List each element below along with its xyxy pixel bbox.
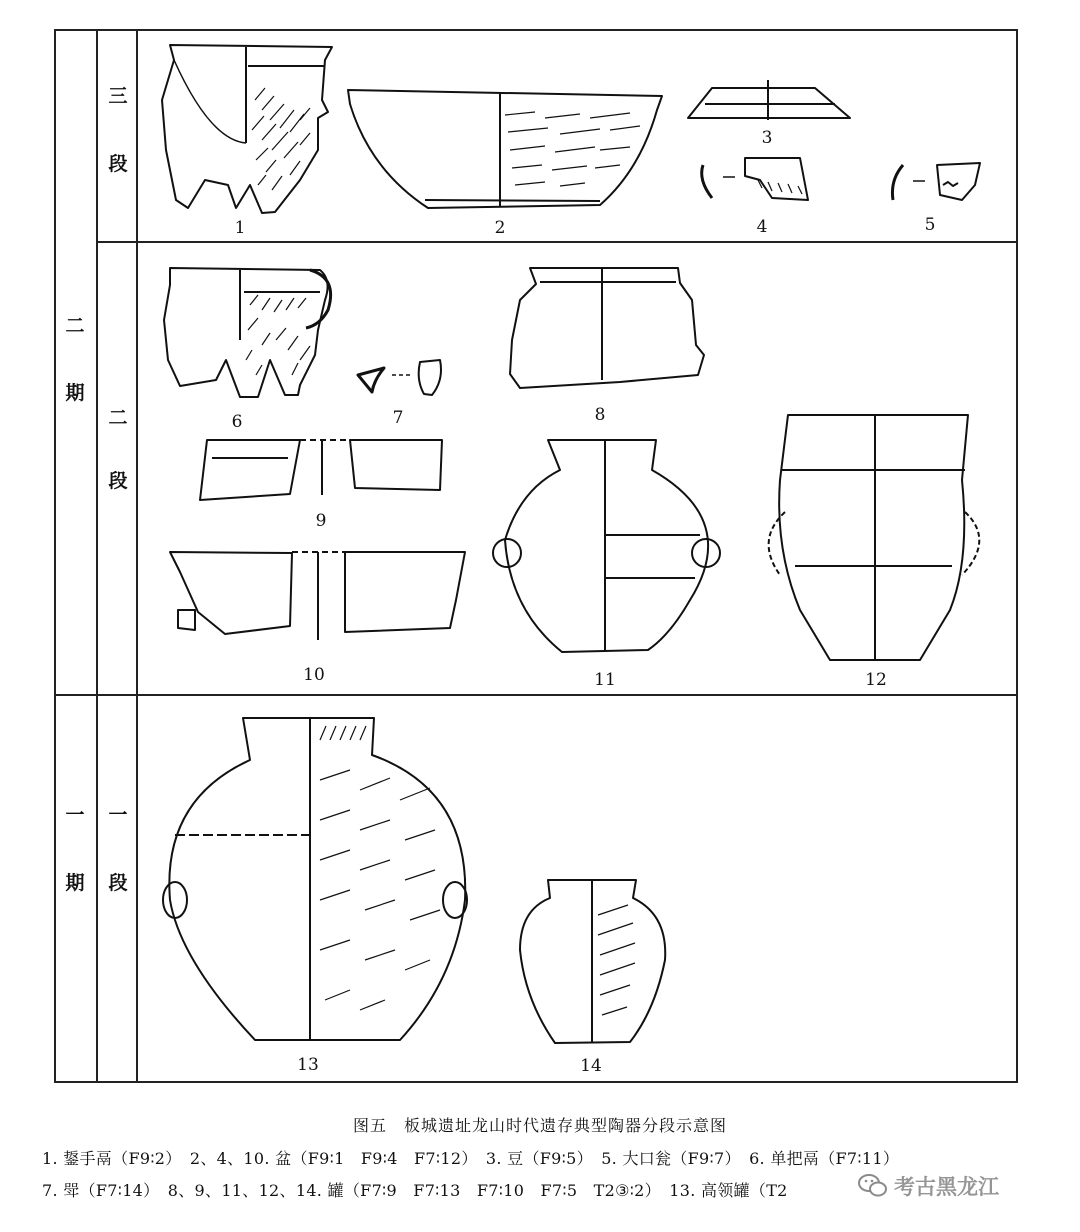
artifact-number-5: 5: [924, 215, 936, 235]
artifact-number-3: 3: [761, 128, 773, 148]
artifact-number-1: 1: [234, 218, 246, 238]
pottery-12-jar: [769, 415, 980, 660]
artifact-number-13: 13: [297, 1055, 319, 1075]
artifact-number-10: 10: [303, 665, 325, 685]
artifact-number-14: 14: [580, 1056, 602, 1076]
watermark-text: 考古黑龙江: [894, 1175, 999, 1199]
figure-caption-line-2: 7. 斝（F7∶14） 8、9、11、12、14. 罐（F7∶9 F7∶13 F7∶10 F7∶5 T2③∶2） 13. 高领罐（T2: [42, 1181, 788, 1200]
artifact-number-7: 7: [392, 408, 404, 428]
period-one-char2: 期: [65, 872, 85, 894]
artifact-number-6: 6: [231, 412, 243, 432]
pottery-9-jar-rim: [200, 440, 442, 500]
pottery-11-jar: [493, 440, 720, 652]
stage-two-char2: 段: [108, 470, 128, 492]
artifact-number-8: 8: [594, 405, 606, 425]
period-two-char2: 期: [65, 382, 85, 404]
stage-one-char1: 一: [108, 804, 128, 826]
stage-two-char1: 二: [108, 407, 128, 429]
wechat-icon: [858, 1173, 888, 1199]
pottery-10-basin: [170, 552, 465, 640]
artifact-number-9: 9: [315, 511, 327, 531]
pottery-13-jar: [163, 718, 467, 1040]
stage-three-char2: 段: [108, 153, 128, 175]
figure-caption-title: 图五 板城遗址龙山时代遗存典型陶器分段示意图: [352, 1116, 727, 1135]
watermark: [858, 1170, 1058, 1202]
stage-three-char1: 三: [108, 85, 128, 107]
pottery-7-jia: [358, 360, 441, 395]
artifact-number-2: 2: [494, 218, 506, 238]
pottery-4-sherd: [702, 158, 808, 200]
pottery-3-dou: [688, 80, 850, 120]
pottery-14-jar: [520, 880, 665, 1043]
stage-one-char2: 段: [108, 872, 128, 894]
artifact-number-12: 12: [865, 670, 887, 690]
artifact-number-4: 4: [756, 217, 768, 237]
figure-caption-line-1: 1. 鋬手鬲（F9∶2） 2、4、10. 盆（F9∶1 F9∶4 F7∶12） 3. 豆（F9∶5） 5. 大口瓮（F9∶7） 6. 单把鬲（F7∶11）: [42, 1149, 900, 1168]
artifact-number-11: 11: [594, 670, 616, 690]
pottery-2-basin: [348, 90, 662, 208]
pottery-1-li: [162, 45, 332, 213]
pottery-6-li: [164, 268, 331, 397]
pottery-8-jar: [510, 268, 704, 388]
period-one-char1: 一: [65, 804, 85, 826]
pottery-5-sherd: [892, 163, 980, 200]
period-two-char1: 二: [65, 315, 85, 337]
